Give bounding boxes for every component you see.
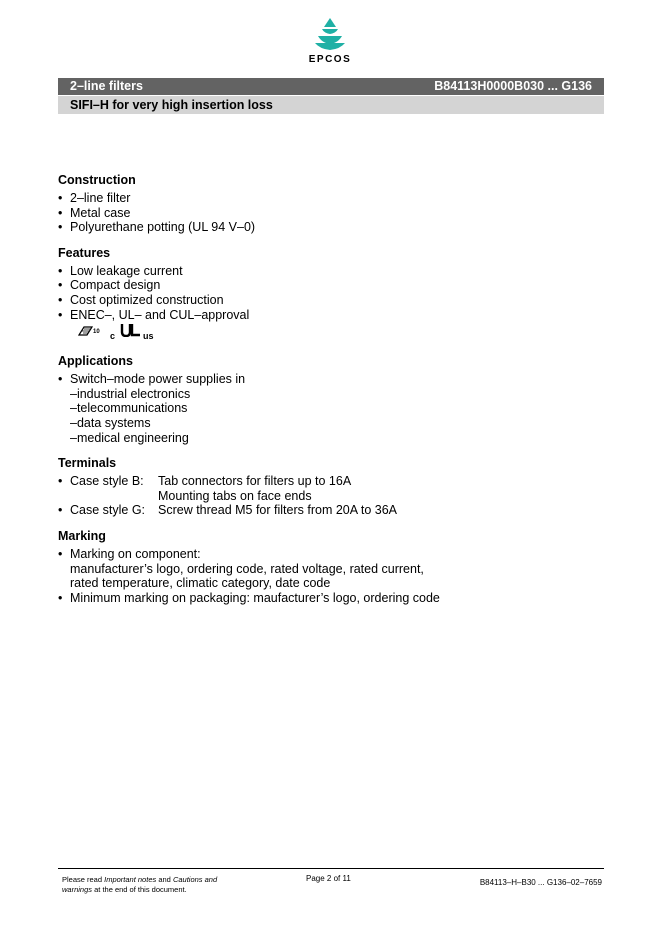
applications-subitem: –data systems (70, 415, 151, 430)
features-heading: Features (58, 245, 111, 260)
applications-subitem: –medical engineering (70, 430, 189, 445)
construction-item: • Polyurethane potting (UL 94 V–0) (58, 220, 618, 235)
page-number: Page 2 of 11 (306, 874, 351, 883)
features-item: • Compact design (58, 278, 618, 293)
terminals-section (58, 455, 618, 518)
marking-item-line: rated temperature, climatic category, date code (70, 576, 331, 591)
footer-end-text: at the end of this document. (94, 885, 187, 894)
case-b-line2: Mounting tabs on face ends (158, 488, 312, 503)
applications-subitem: –industrial electronics (70, 386, 191, 401)
terminals-heading: Terminals (58, 456, 117, 471)
header-bar (58, 78, 604, 95)
case-b-label: Case style B: (70, 474, 144, 489)
footer-cautions: Cautions and (172, 875, 218, 884)
ul-c-mark: c (110, 331, 116, 342)
features-item: • ENEC–, UL– and CUL–approval (58, 308, 618, 323)
ul-mark-icon (120, 323, 142, 337)
epcos-logo (300, 16, 360, 66)
footer-important-notes: Important notes (104, 875, 157, 884)
marking-item: • Minimum marking on packaging: maufacturer’s logo, ordering code (58, 591, 618, 606)
footer-note (62, 875, 262, 895)
enec-number: 10 (93, 329, 100, 336)
case-g-label: Case style G: (70, 503, 146, 518)
marking-item: • Marking on component: (58, 547, 618, 562)
case-g-line1: Screw thread M5 for filters from 20A to 36A (158, 503, 397, 518)
features-item: • Cost optimized construction (58, 293, 618, 308)
construction-item: • 2–line filter (58, 191, 618, 206)
subtitle-bar (58, 96, 604, 114)
construction-section (58, 172, 618, 235)
construction-heading: Construction (58, 173, 136, 187)
marking-item-line: manufacturer’s logo, ordering code, rated voltage, rated current, (70, 561, 424, 576)
document-code: B84113–H–B30 ... G136–02–7659 (479, 878, 602, 887)
footer-and: and (158, 875, 171, 884)
features-item: • Low leakage current (58, 264, 618, 279)
enec-mark-icon (78, 325, 102, 337)
applications-item: • Switch–mode power supplies in (58, 372, 618, 387)
header-category: 2–line filters (70, 79, 143, 93)
ul-us-mark: us (143, 331, 154, 342)
footer-please-read: Please read (62, 875, 103, 884)
construction-item: • Metal case (58, 206, 618, 221)
marking-section (58, 528, 618, 605)
features-section (58, 245, 618, 343)
main-content (58, 172, 618, 615)
logo-text: EPCOS (308, 54, 352, 65)
terminals-case-b (58, 474, 618, 489)
approval-marks (58, 323, 618, 343)
case-b-line1: Tab connectors for filters up to 16A (158, 474, 352, 489)
header-subtitle: SIFI–H for very high insertion loss (70, 98, 273, 112)
applications-section (58, 353, 618, 445)
marking-heading: Marking (58, 528, 106, 543)
applications-subitem: –telecommunications (70, 401, 188, 416)
applications-heading: Applications (58, 354, 134, 369)
footer-warnings: warnings (62, 885, 93, 894)
terminals-case-g (58, 503, 618, 518)
footer-divider (58, 868, 604, 869)
header-ordering-code: B84113H0000B030 ... G136 (434, 79, 592, 93)
epcos-logo-icon (312, 16, 348, 52)
